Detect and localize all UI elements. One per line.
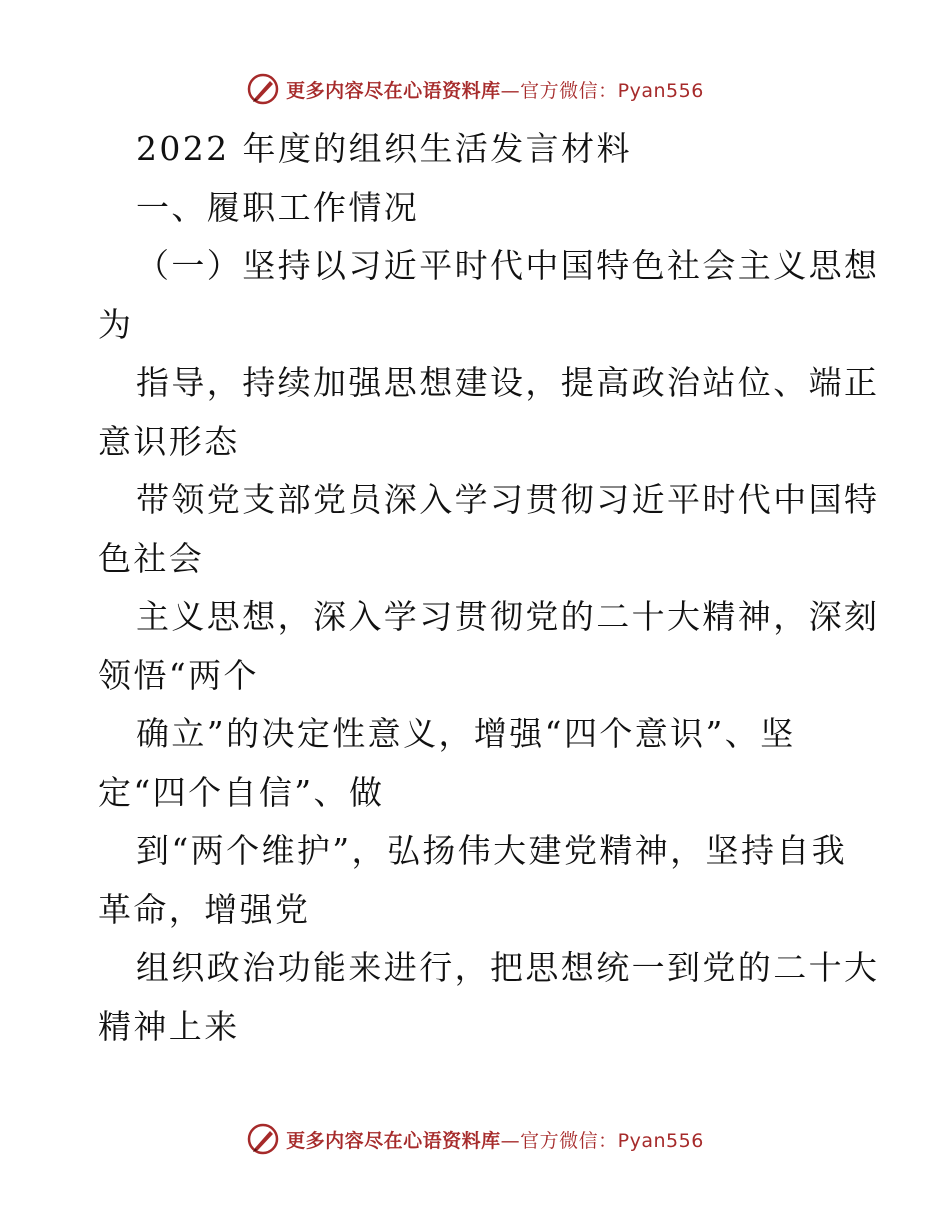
paragraph-line: 定“四个自信”、做 <box>98 772 385 812</box>
paragraph-line: （一）坚持以习近平时代中国特色社会主义思想 <box>136 246 880 285</box>
paragraph-line: 为 <box>98 304 134 344</box>
paragraph-line: 带领党支部党员深入学习贯彻习近平时代中国特 <box>136 480 880 519</box>
paragraph-line: 主义思想，深入学习贯彻党的二十大精神，深刻 <box>136 597 880 636</box>
paragraph-line: 色社会 <box>98 538 205 578</box>
section-heading: 一、履职工作情况 <box>136 187 420 227</box>
paragraph-line: 革命，增强党 <box>98 889 311 929</box>
paragraph-line: 确立”的决定性意义，增强“四个意识”、坚 <box>136 714 796 753</box>
paragraph-line: 精神上来 <box>98 1006 240 1046</box>
doc-title: 2022 年度的组织生活发言材料 <box>136 129 632 168</box>
watermark-text: 更多内容尽在心语资料库—官方微信：Pyan556 <box>286 79 704 102</box>
paragraph-line: 意识形态 <box>98 421 240 461</box>
quill-pen-logo-icon <box>246 72 280 106</box>
watermark-text: 更多内容尽在心语资料库—官方微信：Pyan556 <box>286 1129 704 1152</box>
quill-pen-logo-icon <box>246 1122 280 1156</box>
watermark-footer <box>0 1122 950 1156</box>
paragraph-line: 组织政治功能来进行，把思想统一到党的二十大 <box>136 948 880 987</box>
paragraph-line: 到“两个维护”，弘扬伟大建党精神，坚持自我 <box>136 831 848 870</box>
paragraph-line: 领悟“两个 <box>98 655 259 695</box>
paragraph-line: 指导，持续加强思想建设，提高政治站位、端正 <box>136 363 880 402</box>
document-body <box>98 120 880 1056</box>
watermark-header <box>0 72 950 106</box>
